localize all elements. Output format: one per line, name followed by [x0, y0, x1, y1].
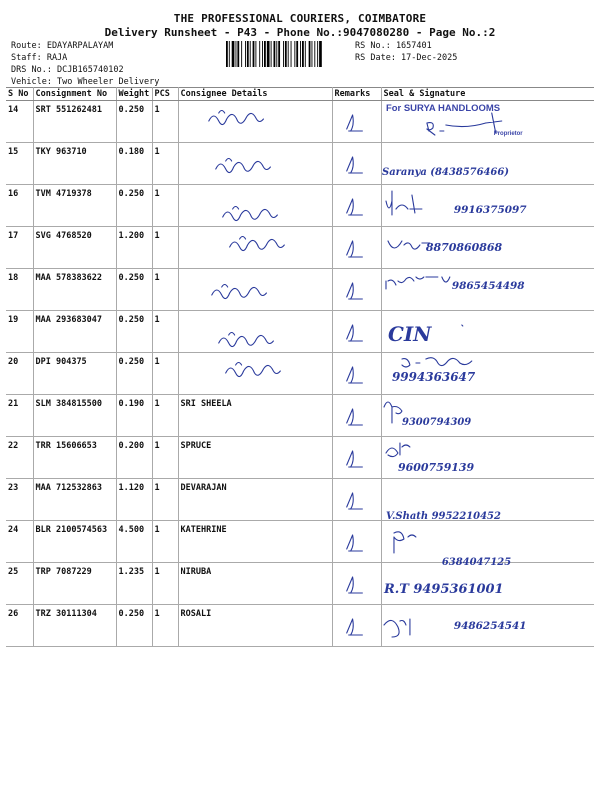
rs-date: RS Date: 17-Dec-2025: [355, 53, 458, 63]
col-sno: S No: [6, 88, 33, 101]
consignee-cell: [178, 353, 332, 395]
pcs-cell: 1: [152, 521, 178, 563]
svg-text:9994363647: 9994363647: [391, 369, 475, 385]
handwritten-signature: [382, 521, 595, 569]
svg-text:8870860868: 8870860868: [425, 240, 502, 255]
consignment-cell: TRP 7087229: [33, 563, 116, 605]
pcs-cell: 1: [152, 269, 178, 311]
remark-tick-icon: [333, 437, 381, 478]
remarks-cell: [332, 269, 381, 311]
pcs-cell: 1: [152, 563, 178, 605]
weight-cell: 0.250: [116, 269, 152, 311]
weight-cell: 1.120: [116, 479, 152, 521]
sno-cell: 15: [6, 143, 33, 185]
table-row: [6, 227, 594, 269]
consignment-cell: TRZ 30111304: [33, 605, 116, 647]
signature-cell: [381, 563, 594, 605]
handwritten-consignee-name: [179, 269, 332, 310]
rs-number: RS No.: 1657401: [355, 41, 432, 51]
consignment-cell: SVG 4768520: [33, 227, 116, 269]
signature-cell: [381, 521, 594, 569]
svg-text:CIN: CIN: [387, 321, 431, 347]
sno-cell: 18: [6, 269, 33, 311]
remark-tick-icon: [333, 605, 381, 646]
pcs-cell: 1: [152, 605, 178, 647]
table-row: [6, 269, 594, 311]
col-remarks: Remarks: [332, 88, 381, 101]
consignment-cell: TVM 4719378: [33, 185, 116, 227]
runsheet-title: Delivery Runsheet - P43 - Phone No.:9047080280 - Page No.:2: [104, 26, 496, 39]
svg-text:9300794309: 9300794309: [401, 416, 471, 429]
weight-cell: 0.250: [116, 311, 152, 353]
remarks-cell: [332, 563, 381, 605]
handwritten-consignee-name: [179, 353, 332, 394]
consignment-cell: SLM 384815500: [33, 395, 116, 437]
remark-tick-icon: [333, 353, 381, 394]
pcs-cell: 1: [152, 227, 178, 269]
signature-cell: [381, 101, 594, 143]
sno-cell: 23: [6, 479, 33, 521]
route: Route: EDAYARPALAYAM: [11, 41, 114, 51]
sno-cell: 25: [6, 563, 33, 605]
remark-tick-icon: [333, 269, 381, 310]
barcode: [226, 41, 351, 67]
sno-cell: 20: [6, 353, 33, 395]
signature-cell: [381, 311, 594, 353]
weight-cell: 0.190: [116, 395, 152, 437]
pcs-cell: 1: [152, 395, 178, 437]
consignment-cell: TKY 963710: [33, 143, 116, 185]
svg-text:For SURYA HANDLOOMS: For SURYA HANDLOOMS: [385, 102, 500, 115]
weight-cell: 0.250: [116, 185, 152, 227]
sno-cell: 16: [6, 185, 33, 227]
consignee-cell: KATEHRINE: [178, 521, 332, 563]
table-row: [6, 311, 594, 353]
remarks-cell: [332, 353, 381, 395]
weight-cell: 4.500: [116, 521, 152, 563]
consignment-cell: MAA 578383622: [33, 269, 116, 311]
table-header-row: [6, 88, 594, 101]
handwritten-consignee-name: [179, 143, 332, 184]
signature-cell: [381, 185, 594, 227]
handwritten-consignee-name: [179, 185, 332, 226]
pcs-cell: 1: [152, 311, 178, 353]
remark-tick-icon: [333, 185, 381, 226]
table-row: [6, 353, 594, 395]
handwritten-signature: [382, 269, 595, 310]
col-signature: Seal & Signature: [381, 88, 594, 101]
table-row: [6, 605, 594, 647]
handwritten-signature: [382, 311, 595, 352]
weight-cell: 0.250: [116, 101, 152, 143]
remarks-cell: [332, 185, 381, 227]
handwritten-signature: [382, 395, 595, 436]
handwritten-consignee-name: [179, 101, 332, 142]
col-pcs: PCS: [152, 88, 178, 101]
consignment-cell: BLR 2100574563: [33, 521, 116, 563]
handwritten-signature: [382, 227, 595, 268]
table-row: [6, 143, 594, 185]
sno-cell: 26: [6, 605, 33, 647]
table-row: [6, 395, 594, 437]
weight-cell: 0.200: [116, 437, 152, 479]
consignment-cell: DPI 904375: [33, 353, 116, 395]
remark-tick-icon: [333, 563, 381, 604]
sno-cell: 19: [6, 311, 33, 353]
consignee-cell: [178, 311, 332, 353]
handwritten-signature: [382, 605, 595, 646]
consignee-cell: SRI SHEELA: [178, 395, 332, 437]
svg-text:9486254541: 9486254541: [453, 619, 527, 633]
consignment-cell: MAA 293683047: [33, 311, 116, 353]
signature-cell: [381, 227, 594, 269]
drs-number: DRS No.: DCJB165740102: [11, 65, 124, 75]
svg-text:V.Shath 9952210452: V.Shath 9952210452: [385, 510, 501, 523]
handwritten-consignee-name: [179, 227, 332, 268]
sno-cell: 21: [6, 395, 33, 437]
handwritten-signature: [382, 479, 595, 523]
signature-cell: [381, 437, 594, 479]
svg-text:9916375097: 9916375097: [453, 203, 527, 217]
col-consignment: Consignment No: [33, 88, 116, 101]
weight-cell: 0.250: [116, 353, 152, 395]
remarks-cell: [332, 395, 381, 437]
remark-tick-icon: [333, 395, 381, 436]
handwritten-signature: [382, 101, 595, 142]
signature-cell: [381, 269, 594, 311]
table-row: [6, 101, 594, 143]
consignee-cell: DEVARAJAN: [178, 479, 332, 521]
svg-text:9600759139: 9600759139: [397, 460, 474, 475]
consignment-cell: MAA 712532863: [33, 479, 116, 521]
remarks-cell: [332, 311, 381, 353]
table-row: [6, 437, 594, 479]
remark-tick-icon: [333, 227, 381, 268]
pcs-cell: 1: [152, 353, 178, 395]
remark-tick-icon: [333, 101, 381, 142]
table-row: [6, 479, 594, 521]
remark-tick-icon: [333, 521, 381, 562]
consignment-cell: TRR 15606653: [33, 437, 116, 479]
consignee-cell: [178, 143, 332, 185]
remark-tick-icon: [333, 479, 381, 520]
handwritten-consignee-name: [179, 311, 332, 352]
table-row: [6, 563, 594, 605]
consignee-cell: [178, 269, 332, 311]
remarks-cell: [332, 227, 381, 269]
weight-cell: 0.250: [116, 605, 152, 647]
handwritten-signature: [382, 437, 595, 478]
svg-text:Proprietor: Proprietor: [493, 130, 523, 138]
signature-cell: [381, 143, 594, 185]
handwritten-signature: [382, 353, 595, 394]
remarks-cell: [332, 437, 381, 479]
svg-text:Saranya (8438576466): Saranya (8438576466): [381, 166, 509, 179]
pcs-cell: 1: [152, 479, 178, 521]
consignee-cell: [178, 101, 332, 143]
pcs-cell: 1: [152, 185, 178, 227]
consignee-cell: ROSALI: [178, 605, 332, 647]
sno-cell: 17: [6, 227, 33, 269]
svg-text:6384047125: 6384047125: [441, 556, 511, 569]
table-row: [6, 185, 594, 227]
table-row: [6, 521, 594, 563]
rs-info: [355, 40, 457, 64]
weight-cell: 1.235: [116, 563, 152, 605]
col-weight: Weight: [116, 88, 152, 101]
weight-cell: 0.180: [116, 143, 152, 185]
consignee-cell: SPRUCE: [178, 437, 332, 479]
pcs-cell: 1: [152, 437, 178, 479]
company-name: THE PROFESSIONAL COURIERS, COIMBATORE: [173, 12, 427, 25]
remarks-cell: [332, 521, 381, 563]
remarks-cell: [332, 479, 381, 521]
consignee-cell: [178, 227, 332, 269]
handwritten-signature: [382, 563, 595, 604]
consignee-cell: NIRUBA: [178, 563, 332, 605]
pcs-cell: 1: [152, 143, 178, 185]
remark-tick-icon: [333, 311, 381, 352]
svg-text:R.T 9495361001: R.T 9495361001: [383, 581, 504, 598]
runsheet-table: [6, 87, 594, 647]
consignment-cell: SRT 551262481: [33, 101, 116, 143]
weight-cell: 1.200: [116, 227, 152, 269]
col-consignee: Consignee Details: [178, 88, 332, 101]
sno-cell: 22: [6, 437, 33, 479]
remarks-cell: [332, 101, 381, 143]
sno-cell: 14: [6, 101, 33, 143]
pcs-cell: 1: [152, 101, 178, 143]
sno-cell: 24: [6, 521, 33, 563]
staff: Staff: RAJA: [11, 53, 68, 63]
signature-cell: [381, 395, 594, 437]
remarks-cell: [332, 143, 381, 185]
signature-cell: [381, 353, 594, 395]
route-info: [11, 40, 159, 88]
vehicle: Vehicle: Two Wheeler Delivery: [11, 77, 160, 87]
handwritten-signature: [382, 143, 595, 184]
signature-cell: [381, 605, 594, 647]
remarks-cell: [332, 605, 381, 647]
svg-text:9865454498: 9865454498: [451, 279, 525, 293]
signature-cell: [381, 479, 594, 521]
handwritten-signature: [382, 185, 595, 226]
consignee-cell: [178, 185, 332, 227]
remark-tick-icon: [333, 143, 381, 184]
